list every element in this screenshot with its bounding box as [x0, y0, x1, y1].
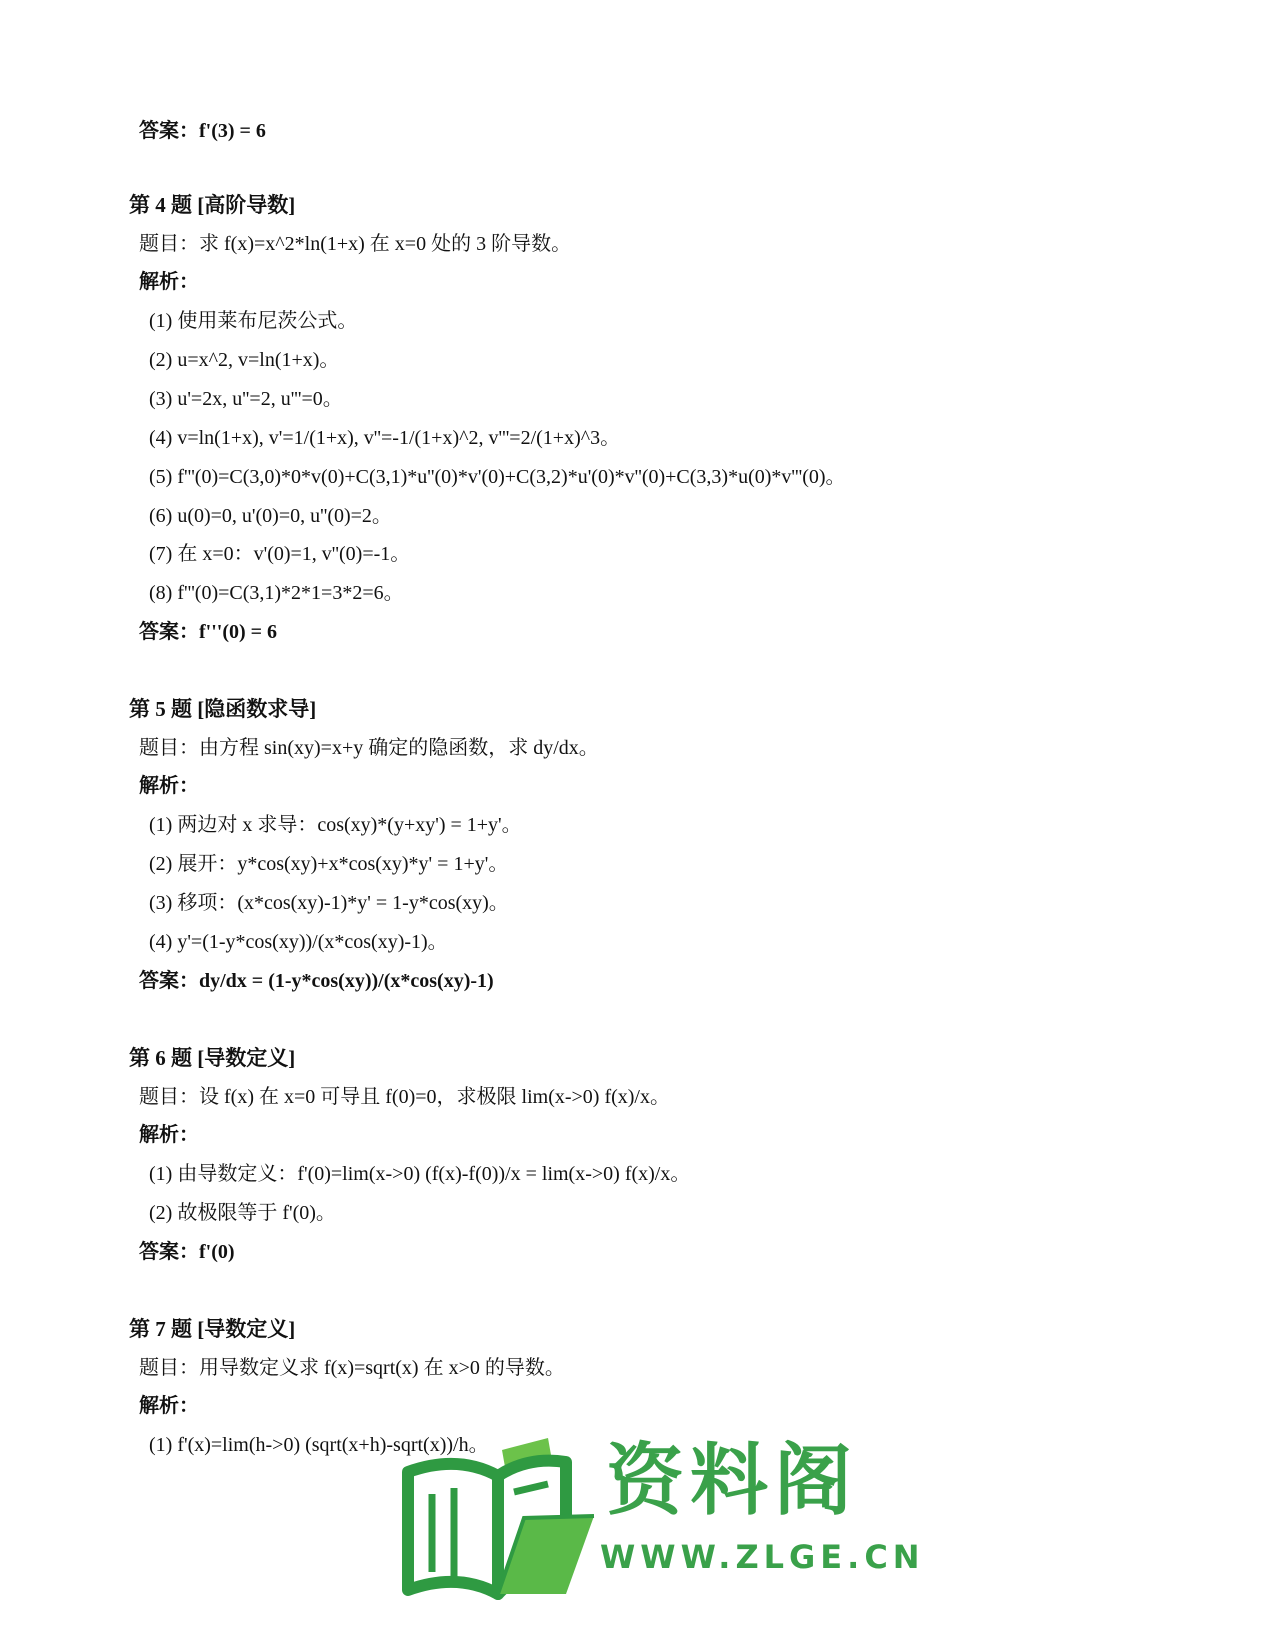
question-5-step: (2) 展开：y*cos(xy)+x*cos(xy)*y' = 1+y'。 [149, 853, 509, 875]
question-4-text: 题目：求 f(x)=x^2*ln(1+x) 在 x=0 处的 3 阶导数。 [139, 233, 572, 255]
question-6-step: (2) 故极限等于 f'(0)。 [149, 1202, 336, 1224]
question-7-analysis-label: 解析： [139, 1395, 199, 1417]
question-6-heading: 第 6 题 [导数定义] [129, 1046, 296, 1070]
question-5-heading: 第 5 题 [隐函数求导] [129, 697, 317, 721]
question-6-text: 题目：设 f(x) 在 x=0 可导且 f(0)=0，求极限 lim(x->0) f(x)/x。 [139, 1086, 670, 1108]
question-4-step: (4) v=ln(1+x), v'=1/(1+x), v''=-1/(1+x)^2, v'''=2/(1+x)^3。 [149, 427, 621, 449]
question-4-step: (2) u=x^2, v=ln(1+x)。 [149, 349, 340, 371]
question-6-analysis-label: 解析： [139, 1124, 199, 1146]
question-5-answer: 答案：dy/dx = (1-y*cos(xy))/(x*cos(xy)-1) [139, 970, 494, 992]
question-6-answer: 答案：f'(0) [139, 1241, 235, 1263]
question-5-step: (1) 两边对 x 求导：cos(xy)*(y+xy') = 1+y'。 [149, 814, 522, 836]
question-4-analysis-label: 解析： [139, 271, 199, 293]
open-book-folder-logo-icon [398, 1432, 596, 1602]
watermark-url: WWW.ZLGE.CN [600, 1538, 925, 1576]
question-7-text: 题目：用导数定义求 f(x)=sqrt(x) 在 x>0 的导数。 [139, 1357, 565, 1379]
question-4-step: (5) f'''(0)=C(3,0)*0*v(0)+C(3,1)*u''(0)*v'(0)+C(3,2)*u'(0)*v''(0)+C(3,3)*u(0)*v'''(0)。 [149, 466, 846, 488]
question-4-answer: 答案：f'''(0) = 6 [139, 621, 278, 643]
question-6-step: (1) 由导数定义：f'(0)=lim(x->0) (f(x)-f(0))/x = lim(x->0) f(x)/x。 [149, 1163, 691, 1185]
question-7-heading: 第 7 题 [导数定义] [129, 1317, 296, 1341]
question-7-step: (1) f'(x)=lim(h->0) (sqrt(x+h)-sqrt(x))/h。 [149, 1434, 489, 1456]
previous-answer: 答案：f'(3) = 6 [139, 120, 266, 142]
question-4-heading: 第 4 题 [高阶导数] [129, 193, 296, 217]
question-4-step: (1) 使用莱布尼茨公式。 [149, 310, 358, 332]
question-4-step: (6) u(0)=0, u'(0)=0, u''(0)=2。 [149, 505, 392, 527]
watermark [398, 1432, 925, 1602]
question-4-step: (8) f'''(0)=C(3,1)*2*1=3*2=6。 [149, 582, 404, 604]
watermark-title: 资料阁 [606, 1436, 859, 1526]
question-4-step: (7) 在 x=0：v'(0)=1, v''(0)=-1。 [149, 543, 411, 565]
question-4-step: (3) u'=2x, u''=2, u'''=0。 [149, 388, 343, 410]
question-5-analysis-label: 解析： [139, 775, 199, 797]
question-5-step: (3) 移项：(x*cos(xy)-1)*y' = 1-y*cos(xy)。 [149, 892, 509, 914]
question-5-text: 题目：由方程 sin(xy)=x+y 确定的隐函数，求 dy/dx。 [139, 737, 599, 759]
question-5-step: (4) y'=(1-y*cos(xy))/(x*cos(xy)-1)。 [149, 931, 448, 953]
